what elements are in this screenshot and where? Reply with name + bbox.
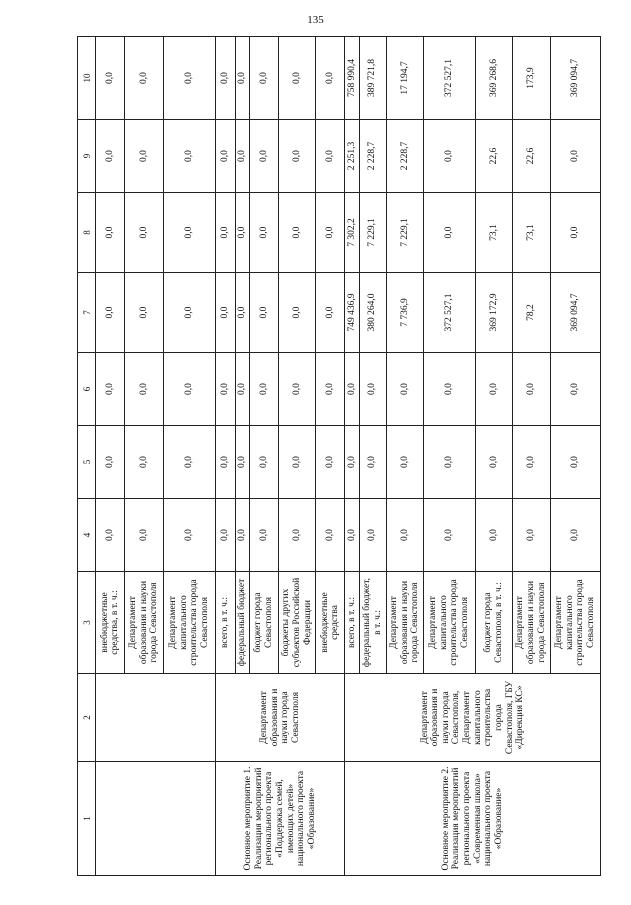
- value-cell: 380 264,0: [359, 273, 386, 353]
- value-cell: 0,0: [316, 273, 345, 353]
- value-cell: 0,0: [163, 353, 216, 426]
- value-cell: 0,0: [250, 273, 279, 353]
- value-cell: 7 229,1: [359, 193, 386, 273]
- budget-table: [77, 36, 601, 876]
- column-number: 3: [78, 572, 96, 674]
- value-cell: 0,0: [424, 353, 475, 426]
- value-cell: 0,0: [386, 499, 424, 572]
- column-number: 8: [78, 193, 96, 273]
- value-cell: 0,0: [250, 353, 279, 426]
- value-cell: 0,0: [235, 426, 250, 499]
- funding-source-cell: Департамент образования и науки города Севастополя: [513, 572, 550, 674]
- value-cell: 389 721,8: [359, 37, 386, 120]
- funding-source-cell: всего, в т. ч.:: [345, 572, 360, 674]
- column-number: 1: [78, 762, 96, 876]
- value-cell: 17 194,7: [386, 37, 424, 120]
- value-cell: 0,0: [475, 426, 513, 499]
- column-number: 7: [78, 273, 96, 353]
- value-cell: 0,0: [279, 426, 316, 499]
- value-cell: 0,0: [163, 499, 216, 572]
- value-cell: 0,0: [386, 353, 424, 426]
- value-cell: 0,0: [316, 193, 345, 273]
- value-cell: 2 251,3: [345, 120, 360, 193]
- value-cell: 0,0: [424, 120, 475, 193]
- value-cell: 0,0: [163, 273, 216, 353]
- value-cell: 0,0: [216, 426, 235, 499]
- funding-source-cell: федеральный бюджет, в т. ч.:: [359, 572, 386, 674]
- value-cell: 0,0: [279, 353, 316, 426]
- column-number: 9: [78, 120, 96, 193]
- funding-source-cell: бюджет города Севастополя: [250, 572, 279, 674]
- rotated-table-wrapper: [77, 37, 601, 876]
- value-cell: 0,0: [163, 120, 216, 193]
- value-cell: 0,0: [216, 37, 235, 120]
- value-cell: 0,0: [316, 37, 345, 120]
- value-cell: 0,0: [550, 426, 601, 499]
- value-cell: 0,0: [345, 426, 360, 499]
- value-cell: 0,0: [216, 353, 235, 426]
- value-cell: 0,0: [125, 273, 164, 353]
- value-cell: 7 302,2: [345, 193, 360, 273]
- value-cell: 0,0: [216, 273, 235, 353]
- funding-source-cell: бюджеты других субъектов Российской Федерации: [279, 572, 316, 674]
- value-cell: 369 172,9: [475, 273, 513, 353]
- value-cell: 0,0: [250, 193, 279, 273]
- value-cell: 0,0: [216, 120, 235, 193]
- table-row: [96, 37, 125, 876]
- value-cell: 0,0: [96, 499, 125, 572]
- value-cell: 0,0: [279, 120, 316, 193]
- value-cell: 0,0: [235, 353, 250, 426]
- value-cell: 22,6: [513, 120, 550, 193]
- value-cell: 749 436,9: [345, 273, 360, 353]
- page-number: 135: [307, 14, 324, 26]
- funding-source-cell: всего, в т. ч.:: [216, 572, 235, 674]
- value-cell: 0,0: [475, 353, 513, 426]
- value-cell: 0,0: [513, 426, 550, 499]
- value-cell: 0,0: [424, 193, 475, 273]
- value-cell: 0,0: [96, 193, 125, 273]
- value-cell: 2 228,7: [359, 120, 386, 193]
- executor-cell: Департамент образования и науки города Севастополя: [216, 674, 345, 762]
- funding-source-cell: внебюджетные средства: [316, 572, 345, 674]
- value-cell: 0,0: [235, 499, 250, 572]
- value-cell: 0,0: [513, 353, 550, 426]
- value-cell: 0,0: [163, 193, 216, 273]
- value-cell: 0,0: [316, 120, 345, 193]
- value-cell: 0,0: [235, 37, 250, 120]
- column-number: 6: [78, 353, 96, 426]
- value-cell: 0,0: [235, 273, 250, 353]
- value-cell: 0,0: [235, 120, 250, 193]
- value-cell: 0,0: [96, 353, 125, 426]
- column-number: 5: [78, 426, 96, 499]
- value-cell: 369 094,7: [550, 273, 601, 353]
- value-cell: 7 736,9: [386, 273, 424, 353]
- value-cell: 0,0: [96, 426, 125, 499]
- measure-cell: Основное мероприятие 1. Реализация мероприятий регионального проекта «Поддержка семей, имеющих детей» национального проекта «Образование»: [216, 762, 345, 876]
- value-cell: 73,1: [475, 193, 513, 273]
- value-cell: 0,0: [279, 273, 316, 353]
- value-cell: 0,0: [359, 426, 386, 499]
- value-cell: 0,0: [250, 499, 279, 572]
- executor-cell: Департамент образования и науки города Севастополя, Департамент капитального строительства города Севастополя, ГБУ «Дирекция КС»: [345, 674, 601, 762]
- table-row: [216, 37, 235, 876]
- value-cell: 0,0: [475, 499, 513, 572]
- value-cell: 0,0: [550, 193, 601, 273]
- value-cell: 0,0: [125, 426, 164, 499]
- value-cell: 22,6: [475, 120, 513, 193]
- value-cell: 0,0: [424, 426, 475, 499]
- value-cell: 0,0: [125, 37, 164, 120]
- value-cell: 0,0: [386, 426, 424, 499]
- value-cell: 0,0: [250, 120, 279, 193]
- value-cell: 0,0: [513, 499, 550, 572]
- value-cell: 0,0: [125, 120, 164, 193]
- value-cell: 0,0: [125, 193, 164, 273]
- measure-cell: [96, 762, 216, 876]
- funding-source-cell: Департамент капитального строительства города Севастополя: [424, 572, 475, 674]
- funding-source-cell: Департамент образования и науки города Севастополя: [386, 572, 424, 674]
- value-cell: 0,0: [125, 353, 164, 426]
- value-cell: 0,0: [550, 353, 601, 426]
- value-cell: 0,0: [125, 499, 164, 572]
- column-number: 2: [78, 674, 96, 762]
- funding-source-cell: федеральный бюджет: [235, 572, 250, 674]
- value-cell: 0,0: [359, 353, 386, 426]
- value-cell: 372 527,1: [424, 37, 475, 120]
- value-cell: 0,0: [424, 499, 475, 572]
- value-cell: 0,0: [96, 273, 125, 353]
- value-cell: 2 228,7: [386, 120, 424, 193]
- value-cell: 0,0: [250, 426, 279, 499]
- value-cell: 758 990,4: [345, 37, 360, 120]
- column-number: 4: [78, 499, 96, 572]
- column-number: 10: [78, 37, 96, 120]
- value-cell: 0,0: [345, 353, 360, 426]
- value-cell: 369 094,7: [550, 37, 601, 120]
- funding-source-cell: Департамент образования и науки города Севастополя: [125, 572, 164, 674]
- value-cell: 0,0: [359, 499, 386, 572]
- table-body: [78, 37, 601, 876]
- funding-source-cell: Департамент капитального строительства города Севастополя: [163, 572, 216, 674]
- table-row: [345, 37, 360, 876]
- value-cell: 0,0: [250, 37, 279, 120]
- value-cell: 372 527,1: [424, 273, 475, 353]
- value-cell: 0,0: [550, 499, 601, 572]
- value-cell: 0,0: [316, 499, 345, 572]
- value-cell: 0,0: [550, 120, 601, 193]
- funding-source-cell: бюджет города Севастополя, в т. ч.:: [475, 572, 513, 674]
- value-cell: 0,0: [279, 499, 316, 572]
- value-cell: 0,0: [216, 193, 235, 273]
- value-cell: 0,0: [316, 426, 345, 499]
- value-cell: 0,0: [163, 37, 216, 120]
- executor-cell: [96, 674, 216, 762]
- value-cell: 0,0: [163, 426, 216, 499]
- value-cell: 173,9: [513, 37, 550, 120]
- value-cell: 0,0: [316, 353, 345, 426]
- value-cell: 0,0: [216, 499, 235, 572]
- value-cell: 0,0: [279, 193, 316, 273]
- value-cell: 0,0: [345, 499, 360, 572]
- measure-cell: Основное мероприятие 2. Реализация мероприятий регионального проекта «Современная школа» национального проекта «Образование»: [345, 762, 601, 876]
- value-cell: 78,2: [513, 273, 550, 353]
- value-cell: 0,0: [96, 120, 125, 193]
- column-number-row: [78, 37, 96, 876]
- value-cell: 0,0: [235, 193, 250, 273]
- value-cell: 0,0: [96, 37, 125, 120]
- value-cell: 7 229,1: [386, 193, 424, 273]
- value-cell: 73,1: [513, 193, 550, 273]
- value-cell: 0,0: [279, 37, 316, 120]
- funding-source-cell: Департамент капитального строительства города Севастополя: [550, 572, 601, 674]
- value-cell: 369 268,6: [475, 37, 513, 120]
- funding-source-cell: внебюджетные средства, в т. ч.:: [96, 572, 125, 674]
